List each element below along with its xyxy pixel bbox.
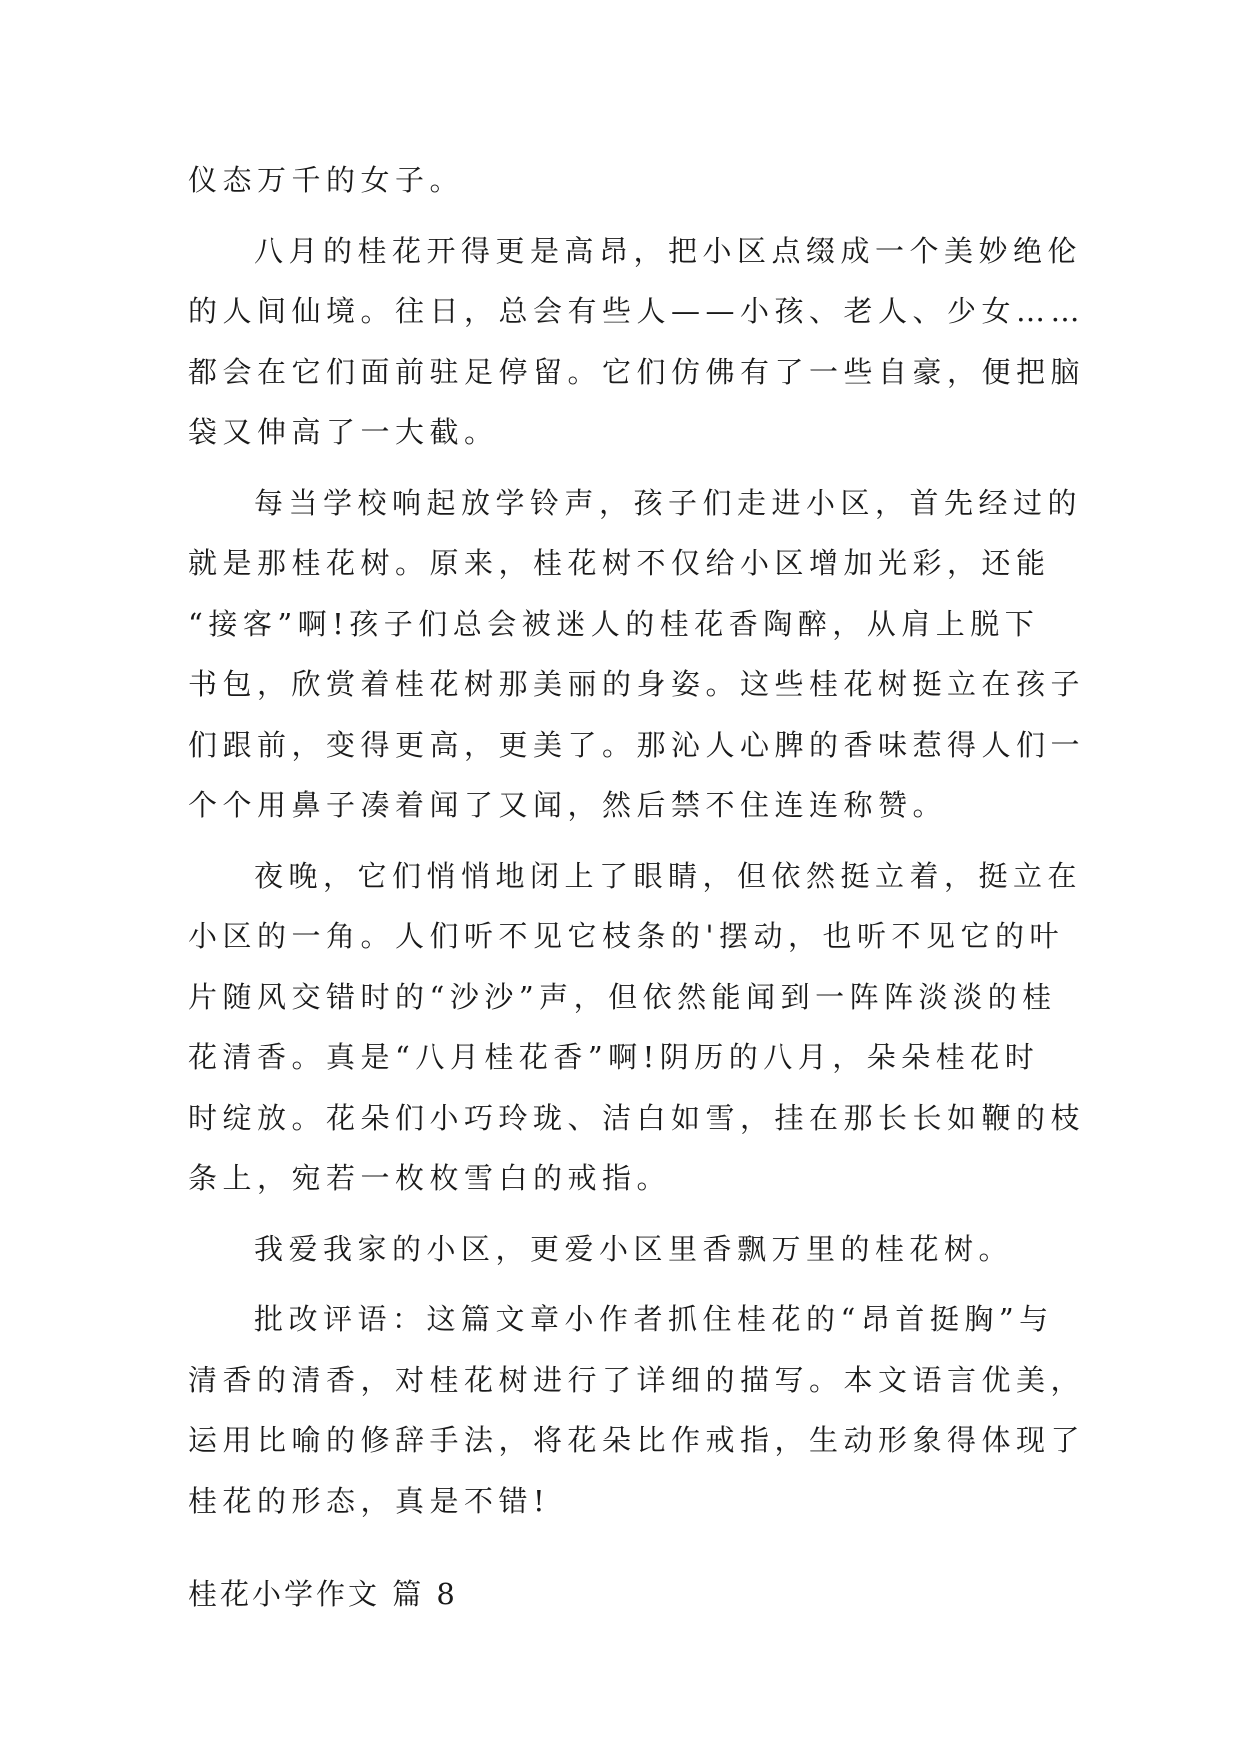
paragraph bbox=[188, 150, 1068, 211]
section-heading: 桂花小学作文 篇 8 bbox=[188, 1577, 458, 1611]
paragraph bbox=[188, 846, 1086, 1209]
text-line: 书包，欣赏着桂花树那美丽的身姿。这些桂花树挺立在孩子 bbox=[188, 667, 1086, 701]
text-line: 花清香。真是“八月桂花香”啊!阴历的八月，朵朵桂花时 bbox=[188, 1040, 1040, 1074]
text-line: 运用比喻的修辞手法，将花朵比作戒指，生动形象得体现了 bbox=[188, 1423, 1086, 1457]
document-body bbox=[188, 150, 1086, 1531]
paragraph bbox=[188, 1289, 1086, 1531]
text-line: 条上，宛若一枚枚雪白的戒指。 bbox=[188, 1161, 672, 1195]
text-line: 清香的清香，对桂花树进行了详细的描写。本文语言优美， bbox=[188, 1362, 1086, 1397]
paragraph-gap bbox=[188, 211, 1068, 221]
paragraph bbox=[188, 473, 1086, 836]
text-line: 批改评语：这篇文章小作者抓住桂花的“昂首挺胸”与 bbox=[254, 1302, 1054, 1336]
text-line: 个个用鼻子凑着闻了又闻，然后禁不住连连称赞。 bbox=[188, 788, 948, 822]
text-line: 每当学校响起放学铃声，孩子们走进小区，首先经过的 bbox=[254, 485, 1083, 520]
text-line: 都会在它们面前驻足停留。它们仿佛有了一些自豪，便把脑 bbox=[188, 354, 1086, 389]
paragraph-gap bbox=[188, 463, 1068, 473]
text-line: 的人间仙境。往日，总会有些人——小孩、老人、少女…… bbox=[188, 294, 1086, 328]
text-line: 桂花的形态，真是不错! bbox=[188, 1483, 551, 1518]
text-line: 夜晚，它们悄悄地闭上了眼睛，但依然挺立着，挺立在 bbox=[254, 858, 1083, 893]
text-line: 小区的一角。人们听不见它枝条的'摆动，也听不见它的叶 bbox=[188, 919, 1064, 953]
paragraph bbox=[188, 1219, 1068, 1280]
paragraph-gap bbox=[188, 836, 1068, 846]
text-line: 时绽放。花朵们小巧玲珑、洁白如雪，挂在那长长如鞭的枝 bbox=[188, 1100, 1086, 1135]
text-line: 我爱我家的小区，更爱小区里香飘万里的桂花树。 bbox=[254, 1231, 1014, 1266]
paragraph-gap bbox=[188, 1209, 1068, 1219]
text-line: 们跟前，变得更高，更美了。那沁人心脾的香味惹得人们一 bbox=[188, 727, 1086, 762]
text-line: 片随风交错时的“沙沙”声，但依然能闻到一阵阵淡淡的桂 bbox=[188, 979, 1057, 1014]
text-line: 仪态万千的女子。 bbox=[188, 163, 465, 197]
paragraph bbox=[188, 221, 1086, 463]
paragraph-gap bbox=[188, 1279, 1068, 1289]
text-line: 八月的桂花开得更是高昂，把小区点缀成一个美妙绝伦 bbox=[254, 233, 1083, 268]
text-line: 就是那桂花树。原来，桂花树不仅给小区增加光彩，还能 bbox=[188, 546, 1051, 580]
text-line: “接客”啊!孩子们总会被迷人的桂花香陶醉，从肩上脱下 bbox=[188, 606, 1040, 641]
text-line: 袋又伸高了一大截。 bbox=[188, 415, 499, 449]
